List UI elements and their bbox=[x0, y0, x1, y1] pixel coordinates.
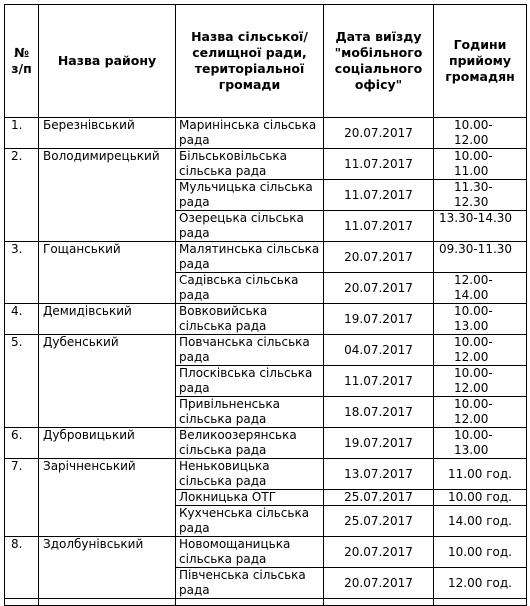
cut-cell bbox=[39, 599, 176, 606]
row-date: 11.07.2017 bbox=[324, 180, 434, 211]
row-hours: 12.00-14.00 bbox=[434, 273, 527, 304]
row-num: 3. bbox=[5, 242, 39, 304]
row-district: Володимирецький bbox=[39, 149, 176, 242]
row-date: 18.07.2017 bbox=[324, 397, 434, 428]
row-num: 1. bbox=[5, 118, 39, 149]
header-row bbox=[5, 5, 527, 118]
row-date: 11.07.2017 bbox=[324, 366, 434, 397]
header-date: Дата виїзду "мобільного соціального офісу" bbox=[324, 5, 434, 118]
row-district: Зарічненський bbox=[39, 459, 176, 537]
row-hours: 10.00-12.00 bbox=[434, 335, 527, 366]
row-date: 19.07.2017 bbox=[324, 304, 434, 335]
table-row bbox=[5, 304, 527, 335]
cut-cell bbox=[324, 599, 434, 606]
row-council: Озерецька сільська рада bbox=[176, 211, 324, 242]
row-hours: 10.00-13.00 bbox=[434, 304, 527, 335]
header-council: Назва сільської/ селищної ради, територіальної громади bbox=[176, 5, 324, 118]
row-hours: 13.30-14.30 bbox=[434, 211, 527, 242]
row-hours: 10.00-12.00 bbox=[434, 366, 527, 397]
header-num: № з/п bbox=[5, 5, 39, 118]
row-num: 5. bbox=[5, 335, 39, 428]
row-date: 20.07.2017 bbox=[324, 273, 434, 304]
row-hours: 09.30-11.30 bbox=[434, 242, 527, 273]
row-council: Маринінська сільська рада bbox=[176, 118, 324, 149]
row-date: 25.07.2017 bbox=[324, 490, 434, 506]
row-date: 19.07.2017 bbox=[324, 428, 434, 459]
row-hours: 10.00-12.00 bbox=[434, 397, 527, 428]
row-hours: 10.00 год. bbox=[434, 490, 527, 506]
row-council: Більськовільська сільська рада bbox=[176, 149, 324, 180]
row-hours: 10.00-13.00 bbox=[434, 428, 527, 459]
row-num: 2. bbox=[5, 149, 39, 242]
table-row bbox=[5, 537, 527, 568]
row-district: Дубровицький bbox=[39, 428, 176, 459]
row-district: Дубенський bbox=[39, 335, 176, 428]
row-council: Вовковийська сільська рада bbox=[176, 304, 324, 335]
row-date: 04.07.2017 bbox=[324, 335, 434, 366]
cut-cell bbox=[434, 599, 527, 606]
row-date: 20.07.2017 bbox=[324, 242, 434, 273]
row-district: Демидівський bbox=[39, 304, 176, 335]
table-row bbox=[5, 149, 527, 180]
row-hours: 14.00 год. bbox=[434, 506, 527, 537]
cut-cell bbox=[176, 599, 324, 606]
row-hours: 10.00 год. bbox=[434, 537, 527, 568]
row-council: Півченська сільська рада bbox=[176, 568, 324, 599]
row-date: 20.07.2017 bbox=[324, 118, 434, 149]
row-council: Малятинська сільська рада bbox=[176, 242, 324, 273]
row-district: Березнівський bbox=[39, 118, 176, 149]
row-hours: 10.00-12.00 bbox=[434, 118, 527, 149]
row-council: Кухченська сільська рада bbox=[176, 506, 324, 537]
row-date: 20.07.2017 bbox=[324, 537, 434, 568]
row-date: 11.07.2017 bbox=[324, 211, 434, 242]
row-date: 25.07.2017 bbox=[324, 506, 434, 537]
table-row-cut bbox=[5, 599, 527, 606]
row-date: 11.07.2017 bbox=[324, 149, 434, 180]
row-council: Повчанська сільська рада bbox=[176, 335, 324, 366]
header-district: Назва району bbox=[39, 5, 176, 118]
row-council: Новомощаницька сільська рада bbox=[176, 537, 324, 568]
row-date: 20.07.2017 bbox=[324, 568, 434, 599]
row-hours: 11.00 год. bbox=[434, 459, 527, 490]
row-hours: 10.00-11.00 bbox=[434, 149, 527, 180]
row-num: 7. bbox=[5, 459, 39, 537]
row-council: Мульчицька сільська рада bbox=[176, 180, 324, 211]
header-hours: Години прийому громадян bbox=[434, 5, 527, 118]
row-hours: 11.30-12.30 bbox=[434, 180, 527, 211]
row-council: Плосківська сільська рада bbox=[176, 366, 324, 397]
row-date: 13.07.2017 bbox=[324, 459, 434, 490]
schedule-table bbox=[4, 4, 527, 606]
row-council: Садівська сільська рада bbox=[176, 273, 324, 304]
row-hours: 12.00 год. bbox=[434, 568, 527, 599]
row-num: 4. bbox=[5, 304, 39, 335]
row-district: Здолбунівський bbox=[39, 537, 176, 599]
table-row bbox=[5, 459, 527, 490]
row-num: 6. bbox=[5, 428, 39, 459]
table-row bbox=[5, 242, 527, 273]
cut-cell bbox=[5, 599, 39, 606]
row-council: Неньковицька сільська рада bbox=[176, 459, 324, 490]
row-council: Локницька ОТГ bbox=[176, 490, 324, 506]
row-council: Великоозерянська сільська рада bbox=[176, 428, 324, 459]
table-row bbox=[5, 118, 527, 149]
table-row bbox=[5, 428, 527, 459]
table-row bbox=[5, 335, 527, 366]
row-num: 8. bbox=[5, 537, 39, 599]
row-district: Гощанський bbox=[39, 242, 176, 304]
row-council: Привільненська сільська рада bbox=[176, 397, 324, 428]
